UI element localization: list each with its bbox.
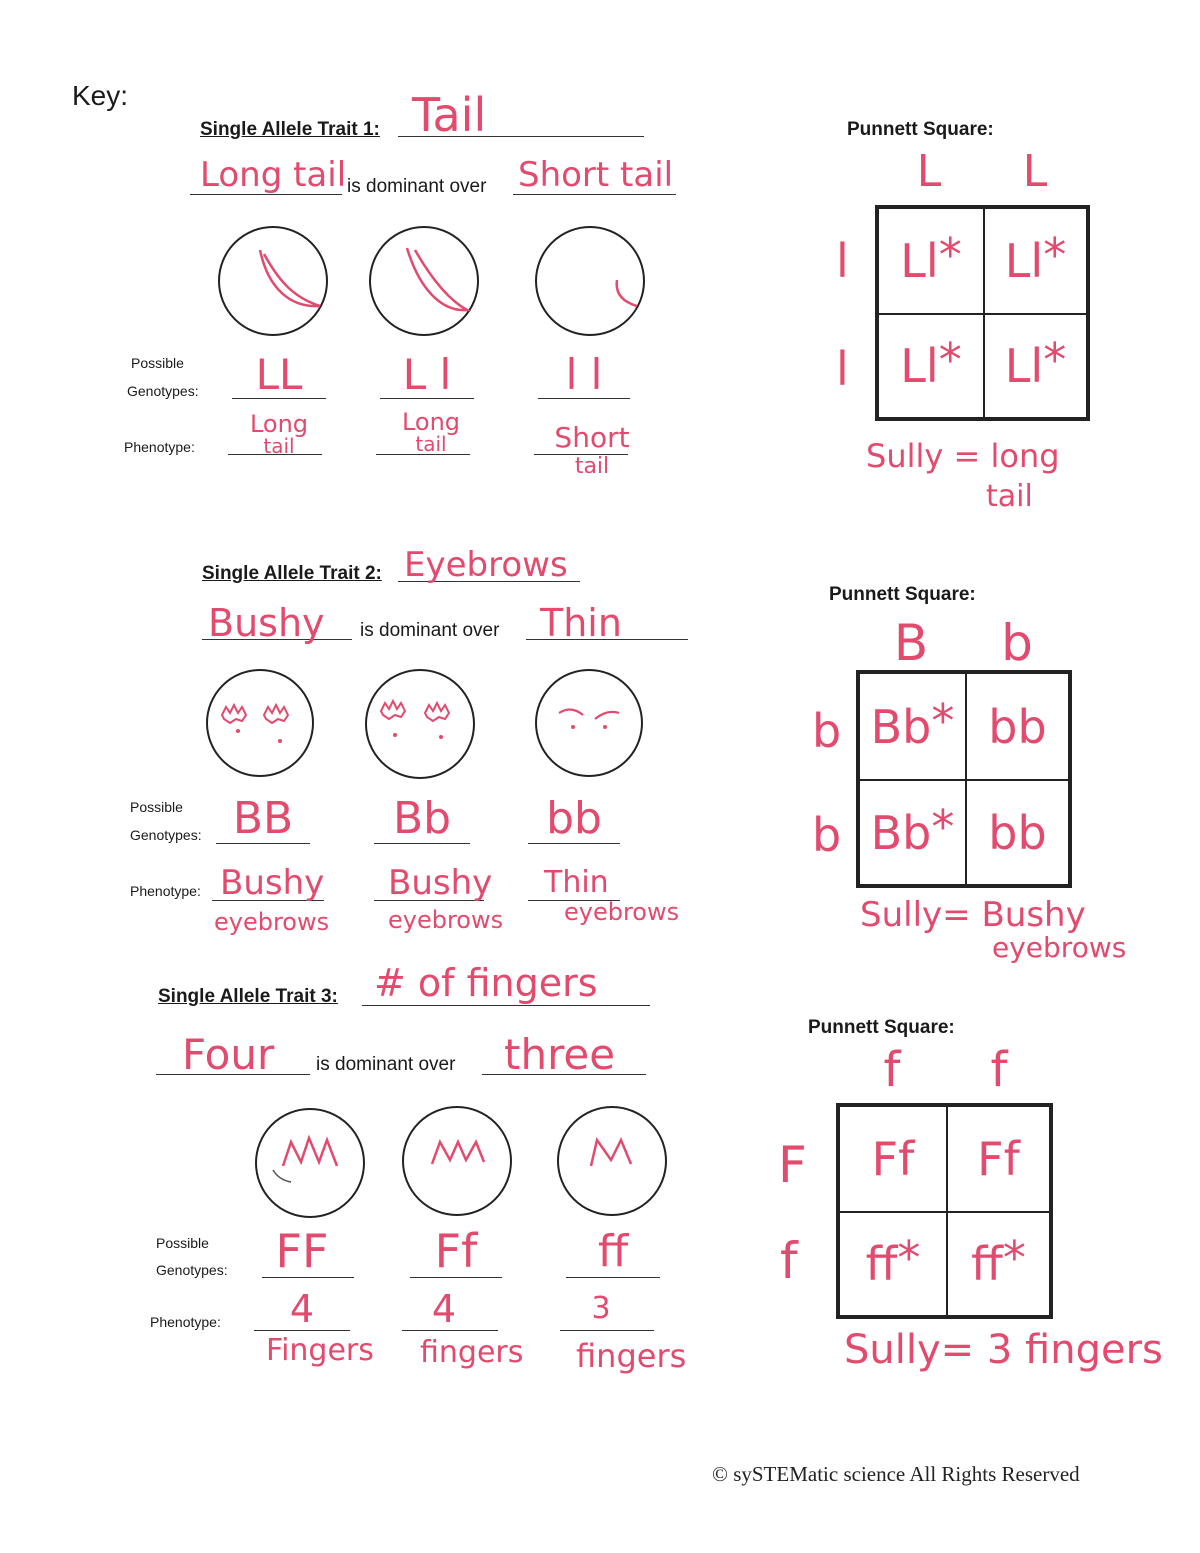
punnett3-cell: Ff	[947, 1106, 1050, 1212]
three-fingers-icon	[559, 1108, 665, 1214]
eyebrow-face-2	[365, 669, 475, 779]
trait3-phenotype-label: Phenotype:	[150, 1314, 221, 1330]
trait3-phenotype-3b: fingers	[576, 1337, 687, 1375]
finger-face-3	[557, 1106, 667, 1216]
trait2-recessive: Thin	[540, 601, 622, 645]
trait2-phenotype-3b: eyebrows	[564, 898, 680, 926]
punnett3-cell: Ff	[839, 1106, 947, 1212]
punnett1-cell: Ll *	[878, 314, 984, 418]
trait3-genotypes-label: Genotypes:	[156, 1262, 228, 1278]
four-fingers-icon	[257, 1110, 363, 1216]
trait3-label: Single Allele Trait 3:	[158, 986, 338, 1007]
trait2-phenotype-2a: Bushy	[388, 863, 493, 903]
trait1-name: Tail	[412, 88, 487, 142]
punnett1-grid	[875, 205, 1090, 421]
punnett1-result-2: tail	[986, 479, 1033, 514]
punnett1-cell: Ll *	[984, 314, 1087, 418]
trait2-phenotype-1b: eyebrows	[214, 908, 330, 936]
punnett1-side-1: l	[836, 234, 849, 288]
short-tail-icon	[537, 228, 643, 334]
trait2-phenotype-label: Phenotype:	[130, 883, 201, 899]
trait1-phenotype-1a: Long	[249, 410, 309, 438]
long-tail-icon	[220, 228, 326, 334]
trait3-phenotype-2b: fingers	[420, 1335, 524, 1370]
trait2-label: Single Allele Trait 2:	[202, 563, 382, 584]
trait3-name: # of fingers	[374, 961, 598, 1005]
trait2-genotype-3: bb	[546, 793, 602, 844]
trait1-phenotype-1b: tail	[263, 434, 295, 458]
thin-eyebrows-icon	[537, 671, 641, 775]
trait1-recessive: Short tail	[518, 155, 674, 195]
trait2-phenotype-1a: Bushy	[220, 863, 325, 903]
punnett1-top-1: L	[916, 146, 942, 197]
trait2-possible: Possible	[130, 799, 183, 815]
trait2-genotype-2: Bb	[392, 793, 452, 844]
tail-face-3	[535, 226, 645, 336]
trait3-recessive: three	[504, 1030, 616, 1079]
punnett3-top-2: f	[990, 1042, 1008, 1098]
trait1-phenotype-3a: Short	[554, 421, 630, 454]
trait3-phenotype-3a: 3	[591, 1291, 611, 1326]
punnett2-cell: Bb *	[859, 780, 966, 885]
trait3-possible: Possible	[156, 1235, 209, 1251]
punnett2-cell: bb	[966, 673, 1069, 780]
trait2-genotypes-label: Genotypes:	[130, 827, 202, 843]
trait1-genotype-3: l l	[565, 350, 603, 399]
trait3-phenotype-1a: 4	[289, 1287, 315, 1331]
eyebrow-face-1	[206, 669, 314, 777]
trait1-phenotype-3b: tail	[574, 454, 610, 479]
punnett3-title: Punnett Square:	[808, 1017, 955, 1038]
punnett3-grid	[836, 1103, 1053, 1319]
trait2-dominant: Bushy	[208, 601, 325, 645]
punnett3-side-2: f	[780, 1232, 798, 1290]
punnett2-top-2: b	[1001, 614, 1033, 672]
long-tail-icon	[371, 228, 477, 334]
punnett3-side-1: F	[778, 1136, 807, 1194]
punnett2-title: Punnett Square:	[829, 584, 976, 605]
trait3-genotype-3: ff	[597, 1226, 629, 1277]
punnett3-cell: ff *	[839, 1212, 947, 1316]
trait1-possible: Possible	[131, 355, 184, 371]
trait3-genotype-1: FF	[275, 1224, 329, 1278]
trait3-phenotype-2a: 4	[431, 1287, 457, 1331]
punnett2-result-2: eyebrows	[992, 931, 1127, 964]
punnett2-top-1: B	[893, 614, 929, 672]
trait1-phenotype-label: Phenotype:	[124, 439, 195, 455]
tail-face-2	[369, 226, 479, 336]
punnett1-result-1: Sully = long	[866, 437, 1060, 475]
punnett2-cell: bb	[966, 780, 1069, 885]
eyebrow-face-3	[535, 669, 643, 777]
punnett1-cell: Ll *	[984, 208, 1087, 314]
trait3-phenotype-1b: Fingers	[266, 1333, 374, 1368]
trait3-genotype-2: Ff	[434, 1224, 478, 1278]
trait2-name: Eyebrows	[404, 545, 568, 585]
tail-face-1	[218, 226, 328, 336]
punnett1-title: Punnett Square:	[847, 119, 994, 140]
punnett1-side-2: l	[836, 342, 849, 396]
punnett2-grid	[856, 670, 1072, 888]
punnett3-cell: ff *	[947, 1212, 1050, 1316]
trait2-genotype-1: BB	[232, 793, 294, 844]
trait1-phenotype-2b: tail	[415, 432, 447, 456]
four-fingers-icon	[404, 1108, 510, 1214]
finger-face-2	[402, 1106, 512, 1216]
punnett2-result-1: Sully= Bushy	[860, 895, 1086, 935]
punnett2-cell: Bb *	[859, 673, 966, 780]
bushy-eyebrows-icon	[367, 671, 473, 777]
trait1-genotype-2: L l	[402, 350, 452, 399]
trait1-genotypes-label: Genotypes:	[127, 383, 199, 399]
trait1-phenotype-2a: Long	[401, 408, 461, 436]
copyright-footer: © sySTEMatic science All Rights Reserved	[712, 1462, 1080, 1486]
key-label: Key:	[72, 80, 129, 111]
trait1-dominant-text: is dominant over	[347, 176, 487, 197]
trait2-phenotype-3a: Thin	[544, 865, 609, 900]
punnett2-side-1: b	[812, 704, 842, 758]
punnett1-cell: Ll *	[878, 208, 984, 314]
trait3-dominant: Four	[182, 1030, 275, 1079]
punnett2-side-2: b	[812, 808, 842, 862]
punnett3-top-1: f	[883, 1042, 901, 1098]
trait1-dominant: Long tail	[200, 155, 347, 195]
trait2-dominant-text: is dominant over	[360, 620, 500, 641]
bushy-eyebrows-icon	[208, 671, 312, 775]
trait1-label: Single Allele Trait 1:	[200, 119, 380, 140]
trait3-dominant-text: is dominant over	[316, 1054, 456, 1075]
punnett1-top-2: L	[1022, 146, 1048, 197]
trait1-genotype-1: LL	[255, 350, 303, 399]
trait2-phenotype-2b: eyebrows	[388, 906, 504, 934]
punnett3-result: Sully= 3 fingers	[844, 1327, 1163, 1373]
finger-face-1	[255, 1108, 365, 1218]
